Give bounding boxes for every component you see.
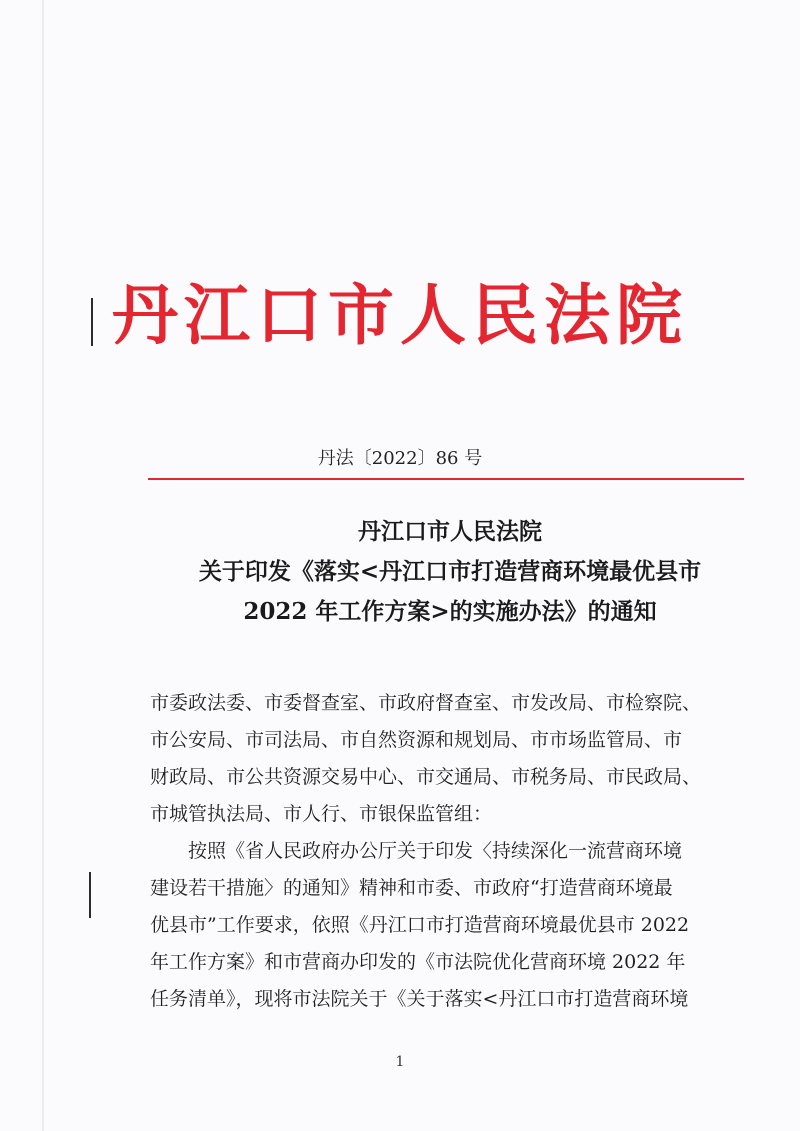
paragraph-line-4: 年工作方案》和市营商办印发的《市法院优化营商环境 2022 年	[150, 951, 686, 973]
scan-gutter-line	[42, 0, 44, 1131]
recipients-line-1: 市委政法委、市委督查室、市政府督查室、市发改局、市检察院、	[150, 692, 702, 714]
binding-mark-bottom	[89, 872, 91, 918]
paragraph-line-1: 按照《省人民政府办公厅关于印发〈持续深化一流营商环境	[188, 840, 683, 862]
paragraph-line-5: 任务清单》，现将市法院关于《关于落实<丹江口市打造营商环境	[150, 988, 689, 1010]
page-number: 1	[395, 1054, 405, 1070]
notice-title	[150, 512, 750, 632]
recipients-line-3: 财政局、市公共资源交易中心、市交通局、市税务局、市民政局、	[150, 766, 702, 788]
notice-title-line-1: 丹江口市人民法院	[358, 518, 542, 545]
recipients-line-2: 市公安局、市司法局、市自然资源和规划局、市市场监管局、市	[150, 729, 683, 751]
body-text	[150, 685, 748, 1018]
recipients-line-4: 市城管执法局、市人行、市银保监管组：	[150, 803, 493, 825]
agency-title: 丹江口市人民法院	[112, 276, 688, 354]
notice-title-line-3: 2022 年工作方案>的实施办法》的通知	[243, 598, 657, 625]
paragraph-line-3: 优县市”工作要求，依照《丹江口市打造营商环境最优县市 2022	[150, 914, 690, 936]
notice-title-line-2: 关于印发《落实<丹江口市打造营商环境最优县市	[198, 558, 702, 585]
paragraph-line-2: 建设若干措施〉的通知》精神和市委、市政府“打造营商环境最	[150, 877, 673, 899]
red-separator-line	[148, 478, 744, 480]
document-number: 丹法〔2022〕86 号	[317, 448, 483, 469]
